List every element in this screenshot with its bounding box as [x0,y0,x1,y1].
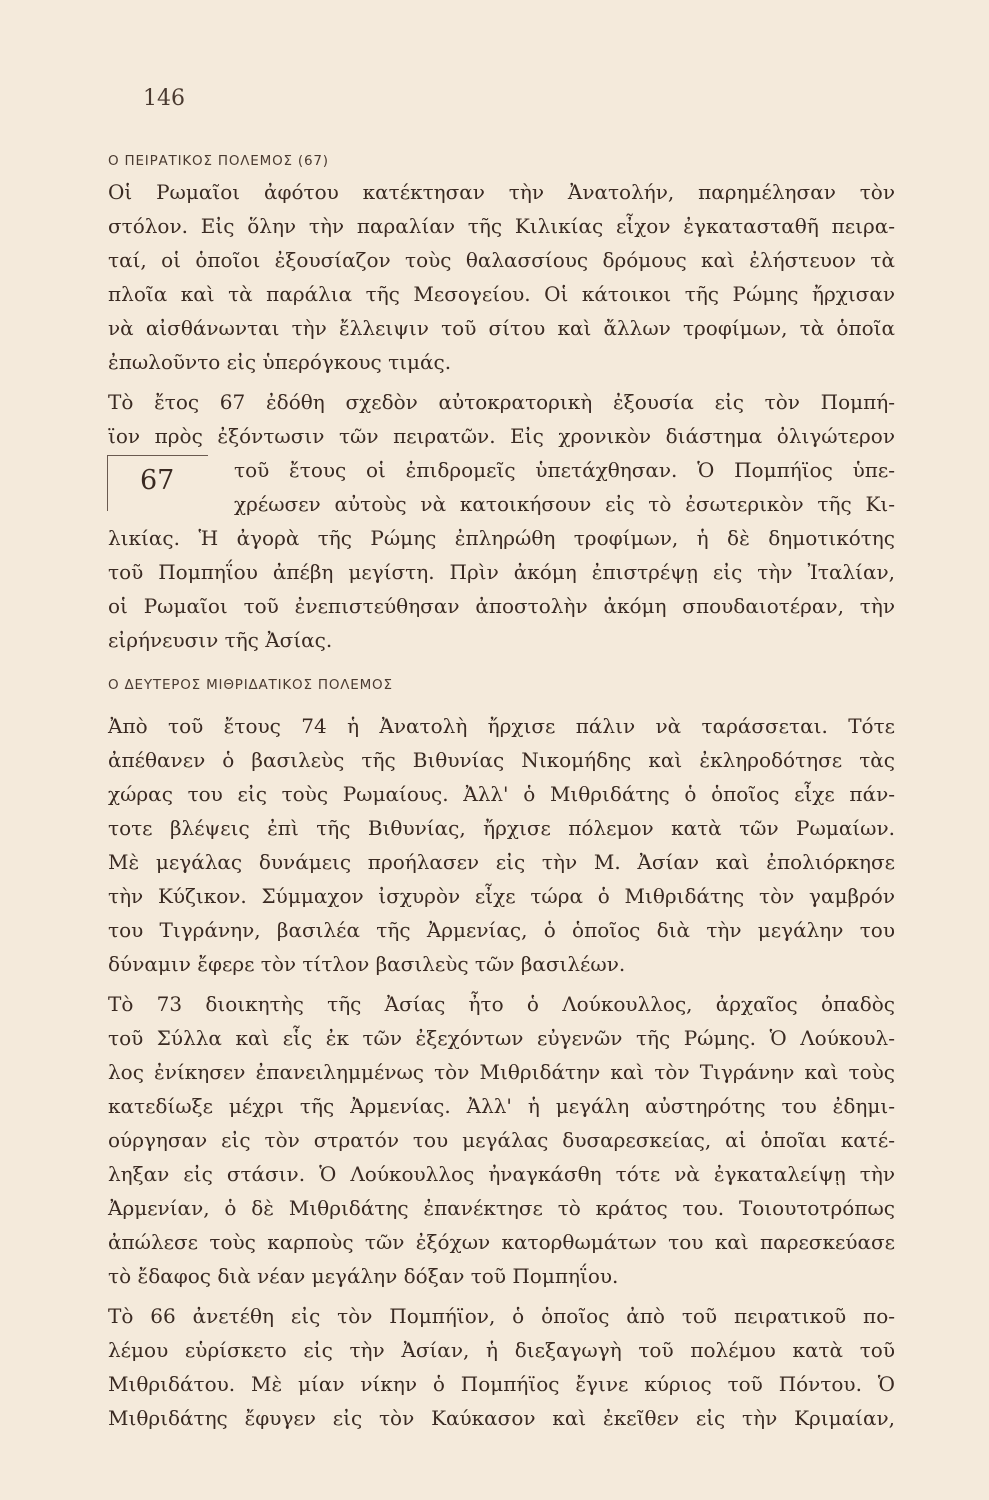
text-line: ἀπέθανεν ὁ βασιλεὺς τῆς Βιθυνίας Νικομήδης καὶ ἐκληροδότησε τὰς [108,748,895,772]
text-line: τοῦ Σύλλα καὶ εἷς ἐκ τῶν ἐξεχόντων εὐγενῶν τῆς Ρώμης. Ὁ Λούκουλ- [108,1026,895,1050]
text-line: νὰ αἰσθάνωνται τὴν ἔλλειψιν τοῦ σίτου καὶ ἄλλων τροφίμων, τὰ ὁποῖα [108,316,895,340]
text-line: εἰρήνευσιν τῆς Ἀσίας. [108,628,333,652]
text-line: Μιθριδάτου. Μὲ μίαν νίκην ὁ Πομπήϊος ἔγινε κύριος τοῦ Πόντου. Ὁ [108,1372,895,1396]
text-line: Μὲ μεγάλας δυνάμεις προήλασεν εἰς τὴν Μ. Ἀσίαν καὶ ἐπολιόρκησε [108,850,895,874]
text-line: του Τιγράνην, βασιλέα τῆς Ἀρμενίας, ὁ ὁποῖος διὰ τὴν μεγάλην του [108,918,895,942]
text-line: κατεδίωξε μέχρι τῆς Ἀρμενίας. Ἀλλ' ἡ μεγάλη αὐστηρότης του ἐδημι- [108,1094,895,1118]
text-line: λέμου εὑρίσκετο εἰς τὴν Ἀσίαν, ἡ διεξαγωγὴ τοῦ πολέμου κατὰ τοῦ [108,1338,895,1362]
text-line: χώρας του εἰς τοὺς Ρωμαίους. Ἀλλ' ὁ Μιθριδάτης ὁ ὁποῖος εἶχε πάν- [108,782,895,806]
text-line: ϊον πρὸς ἐξόντωσιν τῶν πειρατῶν. Εἰς χρονικὸν διάστημα ὀλιγώτερον [108,424,895,448]
text-line: Τὸ ἔτος 67 ἐδόθη σχεδὸν αὐτοκρατορικὴ ἐξουσία εἰς τὸν Πομπή- [108,390,895,414]
text-line: ληξαν εἰς στάσιν. Ὁ Λούκουλλος ἠναγκάσθη τότε νὰ ἐγκαταλείψῃ τὴν [108,1162,895,1186]
text-line: ἐπωλοῦντο εἰς ὑπερόγκους τιμάς. [108,350,452,374]
text-line: τὸ ἔδαφος διὰ νέαν μεγάλην δόξαν τοῦ Πομπηΐου. [108,1264,619,1288]
text-line: Τὸ 66 ἀνετέθη εἰς τὸν Πομπήϊον, ὁ ὁποῖος ἀπὸ τοῦ πειρατικοῦ πο- [108,1304,895,1328]
text-line: τοῦ ἔτους οἱ ἐπιδρομεῖς ὑπετάχθησαν. Ὁ Πομπήϊος ὑπε- [234,458,895,482]
text-line: ούργησαν εἰς τὸν στρατόν του μεγάλας δυσαρεσκείας, αἱ ὁποῖαι κατέ- [108,1128,895,1152]
section-heading-pirate-war: Ο ΠΕΙΡΑΤΙΚΟΣ ΠΟΛΕΜΟΣ (67) [108,153,329,169]
text-line: Τὸ 73 διοικητὴς τῆς Ἀσίας ἦτο ὁ Λούκουλλος, ἀρχαῖος ὀπαδὸς [108,992,895,1016]
text-line: Οἱ Ρωμαῖοι ἀφότου κατέκτησαν τὴν Ἀνατολήν, παρημέλησαν τὸν [108,180,895,204]
text-line: τοτε βλέψεις ἐπὶ τῆς Βιθυνίας, ἤρχισε πόλεμον κατὰ τῶν Ρωμαίων. [108,816,895,840]
page-number: 146 [143,86,185,111]
margin-marker-number: 67 [140,465,175,496]
text-line: Ἀπὸ τοῦ ἔτους 74 ἡ Ἀνατολὴ ἤρχισε πάλιν νὰ ταράσσεται. Τότε [108,714,895,738]
text-line: πλοῖα καὶ τὰ παράλια τῆς Μεσογείου. Οἱ κάτοικοι τῆς Ρώμης ἤρχισαν [108,282,895,306]
text-line: Ἀρμενίαν, ὁ δὲ Μιθριδάτης ἐπανέκτησε τὸ κράτος του. Τοιουτοτρόπως [108,1196,895,1220]
section-heading-mithridatic-war: Ο ΔΕΥΤΕΡΟΣ ΜΙΘΡΙΔΑΤΙΚΟΣ ΠΟΛΕΜΟΣ [108,677,393,693]
text-line: ἀπώλεσε τοὺς καρποὺς τῶν ἐξόχων κατορθωμάτων του καὶ παρεσκεύασε [108,1230,895,1254]
text-line: στόλον. Εἰς ὅλην τὴν παραλίαν τῆς Κιλικίας εἶχον ἐγκατασταθῆ πειρα- [108,214,895,238]
text-line: χρέωσεν αὐτοὺς νὰ κατοικήσουν εἰς τὸ ἐσωτερικὸν τῆς Κι- [234,492,895,516]
text-line: λικίας. Ἡ ἀγορὰ τῆς Ρώμης ἐπληρώθη τροφίμων, ἡ δὲ δημοτικότης [108,526,895,550]
text-line: ταί, οἱ ὁποῖοι ἐξουσίαζον τοὺς θαλασσίους δρόμους καὶ ἐλήστευον τὰ [108,248,895,272]
text-line: λος ἐνίκησεν ἐπανειλημμένως τὸν Μιθριδάτην καὶ τὸν Τιγράνην καὶ τοὺς [108,1060,895,1084]
text-line: τοῦ Πομπηΐου ἀπέβη μεγίστη. Πρὶν ἀκόμη ἐπιστρέψῃ εἰς τὴν Ἰταλίαν, [108,560,895,584]
text-line: δύναμιν ἔφερε τὸν τίτλον βασιλεὺς τῶν βασιλέων. [108,952,626,976]
text-line: Μιθριδάτης ἔφυγεν εἰς τὸν Καύκασον καὶ ἐκεῖθεν εἰς τὴν Κριμαίαν, [108,1406,895,1430]
text-line: τὴν Κύζικον. Σύμμαχον ἰσχυρὸν εἶχε τώρα ὁ Μιθριδάτης τὸν γαμβρόν [108,884,895,908]
text-line: οἱ Ρωμαῖοι τοῦ ἐνεπιστεύθησαν ἀποστολὴν ἀκόμη σπουδαιοτέραν, τὴν [108,594,895,618]
